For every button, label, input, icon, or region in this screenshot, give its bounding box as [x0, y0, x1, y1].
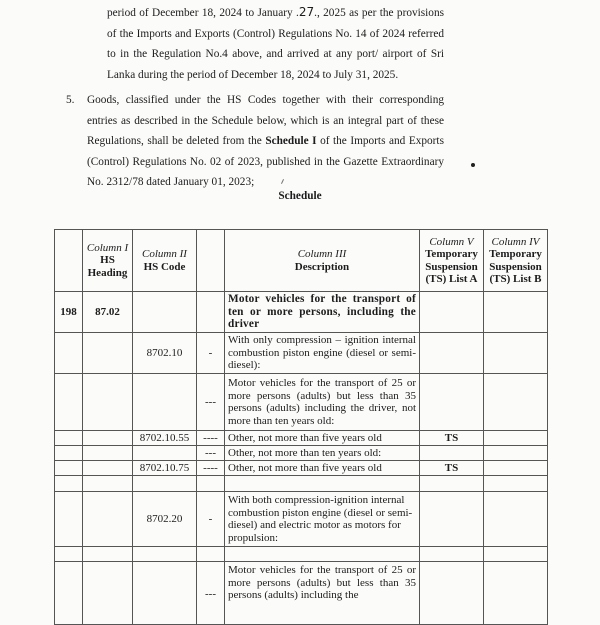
hs-code-cell: [133, 476, 197, 492]
hs-heading-cell: [83, 431, 133, 446]
hs-heading-cell: [83, 476, 133, 492]
column-title: Temporary Suspension (TS) List B: [489, 248, 542, 285]
dash-cell: ---: [197, 562, 225, 625]
header-description: [225, 230, 420, 292]
hs-heading-cell: [83, 333, 133, 374]
hs-code-cell: [133, 292, 197, 333]
hs-code-cell: 8702.20: [133, 492, 197, 547]
table-row: [55, 476, 548, 492]
column-title: HS Code: [143, 260, 186, 273]
hs-code-cell: 8702.10.55: [133, 431, 197, 446]
serial-cell: [55, 333, 83, 374]
serial-cell: [55, 492, 83, 547]
ts-list-a-cell: [420, 292, 484, 333]
table-row: [55, 431, 548, 446]
paragraph-text: period of December 18, 2024 to January .: [107, 7, 299, 19]
column-title: Temporary Suspension (TS) List A: [425, 248, 478, 285]
dash-cell: [197, 292, 225, 333]
column-title: HS Heading: [87, 254, 128, 279]
ts-list-b-cell: [484, 374, 548, 431]
serial-cell: 198: [55, 292, 83, 333]
ts-list-b-cell: [484, 461, 548, 476]
dash-cell: ---: [197, 374, 225, 431]
header-hs-heading: [83, 230, 133, 292]
description-cell: Motor vehicles for the transport of 25 or more persons (adults) but less than 35 persons (adults) including the driver, not more than ten years old:: [225, 374, 420, 431]
handwritten-date: 27: [298, 5, 315, 19]
hs-heading-cell: 87.02: [83, 292, 133, 333]
schedule-reference: Schedule I: [265, 135, 317, 147]
header-ts-list-a: [420, 230, 484, 292]
paragraph-text: ., 2025 as per the provisions of the Imports and Exports (Control) Regulations No. 14 of 2024 referred to in the Regulation No.4 above, and arrived at any port/ airport of Sri Lanka during the period of December 18, 2024 to July 31, 2025.: [107, 7, 444, 81]
description-cell: Other, not more than five years old: [225, 431, 420, 446]
header-dash: [197, 230, 225, 292]
paragraph-5-text: [87, 90, 444, 193]
ts-list-a-cell: TS: [420, 461, 484, 476]
serial-cell: [55, 562, 83, 625]
dash-cell: -: [197, 333, 225, 374]
description-cell: Motor vehicles for the transport of ten or more persons, including the driver: [225, 292, 420, 333]
ts-list-b-cell: [484, 492, 548, 547]
header-ts-list-b: [484, 230, 548, 292]
serial-cell: [55, 547, 83, 562]
stray-dot-mark: [471, 163, 475, 167]
ts-list-b-cell: [484, 562, 548, 625]
ts-list-a-cell: [420, 333, 484, 374]
description-cell: With only compression – ignition internal combustion piston engine (diesel or semi- diesel):: [225, 333, 420, 374]
hs-heading-cell: [83, 547, 133, 562]
serial-cell: [55, 431, 83, 446]
ts-list-a-cell: [420, 446, 484, 461]
table-row: [55, 292, 548, 333]
description-cell: Motor vehicles for the transport of 25 or more persons (adults) but less than 35 persons (adults) including the: [225, 562, 420, 625]
serial-cell: [55, 446, 83, 461]
hs-code-cell: 8702.10: [133, 333, 197, 374]
paragraph-5: [66, 90, 444, 193]
schedule-title: Schedule: [278, 190, 322, 202]
table-row: [55, 461, 548, 476]
table-row: [55, 374, 548, 431]
hs-code-cell: [133, 446, 197, 461]
serial-cell: [55, 461, 83, 476]
ts-list-b-cell: [484, 333, 548, 374]
ts-list-b-cell: [484, 476, 548, 492]
hs-heading-cell: [83, 446, 133, 461]
ts-list-a-cell: TS: [420, 431, 484, 446]
ts-list-a-cell: [420, 476, 484, 492]
table-header-row: [55, 230, 548, 292]
dash-cell: ----: [197, 431, 225, 446]
hs-heading-cell: [83, 374, 133, 431]
description-cell: Other, not more than five years old: [225, 461, 420, 476]
ts-list-b-cell: [484, 547, 548, 562]
ts-list-a-cell: [420, 562, 484, 625]
dash-cell: ---: [197, 446, 225, 461]
column-number: Column V: [429, 235, 474, 248]
column-number: Column I: [86, 241, 129, 254]
header-hs-code: [133, 230, 197, 292]
hs-heading-cell: [83, 461, 133, 476]
hs-code-cell: [133, 374, 197, 431]
description-cell: [225, 476, 420, 492]
table-row: [55, 446, 548, 461]
hs-heading-cell: [83, 492, 133, 547]
description-cell: With both compression-ignition internal combustion piston engine (diesel or semi- diesel) and electric motor as motors for propulsion:: [225, 492, 420, 547]
paragraph-text: of the Imports and Exports (Control) Regulations No. 02 of 2023, published in the Gazette Extraordinary No. 2312/78 dated January 01, 2023;: [87, 135, 444, 188]
description-cell: Other, not more than ten years old:: [225, 446, 420, 461]
hs-heading-cell: [83, 562, 133, 625]
column-number: Column II: [142, 248, 187, 260]
ts-list-a-cell: [420, 492, 484, 547]
dash-cell: -: [197, 492, 225, 547]
paragraph-text: Goods, classified under the HS Codes together with their corresponding entries as described in the Schedule below, which is an integral part of these Regulations, shall be deleted from the: [87, 94, 444, 147]
dash-cell: [197, 476, 225, 492]
paragraph-4-continued: [107, 2, 444, 85]
dash-cell: ----: [197, 461, 225, 476]
ts-list-b-cell: [484, 292, 548, 333]
serial-cell: [55, 476, 83, 492]
hs-code-cell: [133, 547, 197, 562]
column-number: Column III: [297, 248, 347, 260]
dash-cell: [197, 547, 225, 562]
column-number: Column IV: [491, 235, 540, 248]
table-row: [55, 562, 548, 625]
hs-code-cell: [133, 562, 197, 625]
ts-list-b-cell: [484, 431, 548, 446]
table-row: [55, 492, 548, 547]
hs-code-cell: 8702.10.75: [133, 461, 197, 476]
ts-list-a-cell: [420, 374, 484, 431]
column-title: Description: [294, 260, 350, 273]
header-serial: [55, 230, 83, 292]
table-row: [55, 547, 548, 562]
ts-list-a-cell: [420, 547, 484, 562]
description-cell: [225, 547, 420, 562]
table-row: [55, 333, 548, 374]
ts-list-b-cell: [484, 446, 548, 461]
paragraph-number: 5.: [66, 94, 75, 106]
serial-cell: [55, 374, 83, 431]
schedule-table: [54, 229, 548, 625]
